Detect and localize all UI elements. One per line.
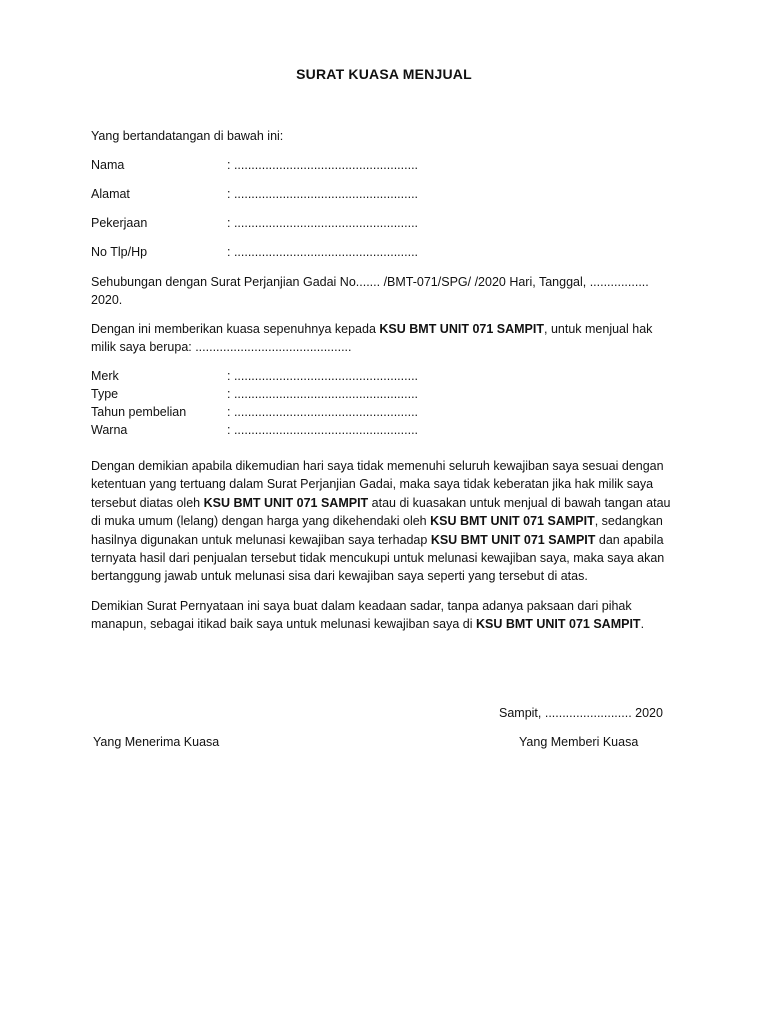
field-label-type: Type — [91, 387, 119, 401]
intro-text: Yang bertandatangan di bawah ini: — [91, 129, 284, 143]
mandate-party: KSU BMT UNIT 071 SAMPIT — [379, 322, 544, 336]
field-value-tahun-pembelian: : ..................................................... — [227, 405, 419, 419]
field-value-type: : ..................................................... — [227, 387, 419, 401]
closing-paragraph — [91, 597, 681, 634]
field-label-merk: Merk — [91, 369, 119, 383]
field-label-tahun-pembelian: Tahun pembelian — [91, 405, 187, 419]
reference-line-2: 2020. — [91, 293, 123, 307]
closing-text-1: Demikian Surat Pernyataan ini saya buat dalam keadaan sadar, tanpa adanya paksaan dari pihak manapun, sebagai itikad baik saya untuk melunasi kewajiban saya di — [91, 599, 632, 632]
mandate-text-before: Dengan ini memberikan kuasa sepenuhnya kepada — [91, 322, 380, 336]
closing-text-2: . — [640, 617, 645, 632]
obligation-text-1: Dengan demikian apabila dikemudian hari saya tidak memenuhi seluruh kewajiban saya sesuai dengan ketentuan yang tertuang dalam Surat Perjanjian Gadai, maka saya tidak keberatan jika hak milik saya tersebut diatas oleh — [91, 459, 664, 510]
field-value-merk: : ..................................................... — [227, 369, 419, 383]
field-value-warna: : ..................................................... — [227, 423, 419, 437]
obligation-party-1: KSU BMT UNIT 071 SAMPIT — [203, 495, 369, 510]
obligation-paragraph — [91, 457, 681, 586]
obligation-party-3: KSU BMT UNIT 071 SAMPIT — [430, 532, 596, 547]
reference-line-1: Sehubungan dengan Surat Perjanjian Gadai No....... /BMT-071/SPG/ /2020 Hari, Tanggal, ................. — [91, 275, 649, 289]
field-label-pekerjaan: Pekerjaan — [91, 216, 148, 230]
obligation-text-2: atau di kuasakan untuk menjual di bawah tangan atau di muka umum (lelang) dengan harga yang dikehendaki oleh — [91, 495, 671, 529]
signature-receiver-label: Yang Menerima Kuasa — [93, 735, 220, 749]
signature-giver-label: Yang Memberi Kuasa — [519, 735, 639, 749]
field-label-nama: Nama — [91, 158, 125, 172]
closing-party: KSU BMT UNIT 071 SAMPIT — [475, 617, 641, 632]
field-label-alamat: Alamat — [91, 187, 130, 201]
field-label-warna: Warna — [91, 423, 128, 437]
field-value-nama: : ..................................................... — [227, 158, 419, 172]
field-value-no-tlp: : ..................................................... — [227, 245, 419, 259]
obligation-text-4: dan apabila ternyata hasil dari penjualan tersebut tidak mencukupi untuk melunasi kewajiban saya, maka saya akan bertanggung jawab untuk melunasi sisa dari kewajiban saya seperti yang tersebut di atas. — [91, 532, 665, 584]
field-value-alamat: : ..................................................... — [227, 187, 419, 201]
mandate-text-after: , untuk menjual hak — [544, 322, 653, 336]
field-value-pekerjaan: : ..................................................... — [227, 216, 419, 230]
document-title: SURAT KUASA MENJUAL — [296, 66, 472, 82]
mandate-line-1 — [91, 322, 652, 336]
mandate-line-2: milik saya berupa: ............................................. — [91, 340, 352, 354]
field-label-no-tlp: No Tlp/Hp — [91, 245, 148, 259]
obligation-text-3: , sedangkan hasilnya digunakan untuk melunasi kewajiban saya terhadap — [91, 514, 663, 547]
obligation-party-2: KSU BMT UNIT 071 SAMPIT — [430, 514, 595, 529]
place-date: Sampit, ......................... 2020 — [499, 706, 663, 720]
